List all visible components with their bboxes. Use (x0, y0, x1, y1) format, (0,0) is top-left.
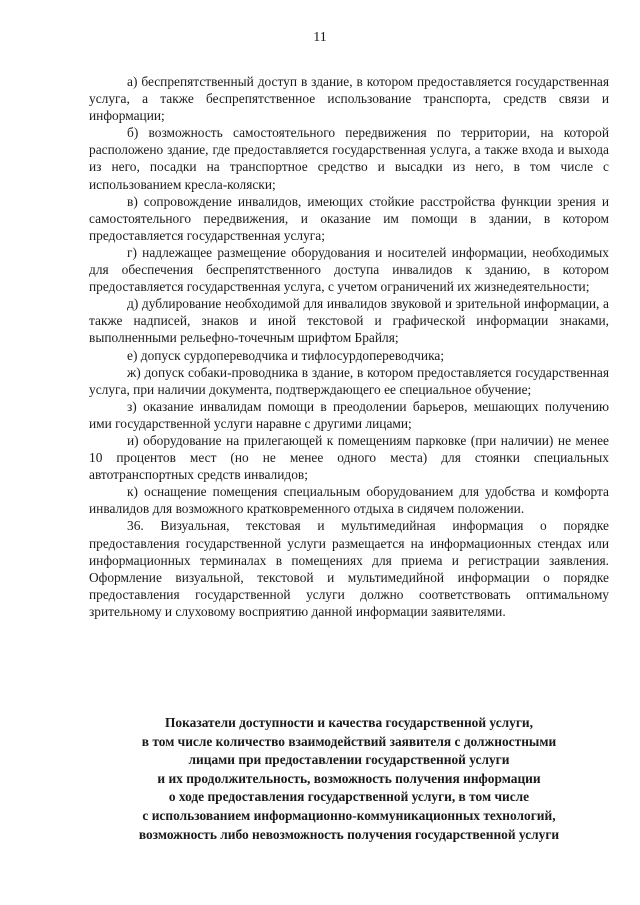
paragraph-z: з) оказание инвалидам помощи в преодолении барьеров, мешающих получению ими государственной услуги наравне с другими лицами; (89, 398, 609, 431)
document-body (89, 73, 609, 620)
paragraph-i: и) оборудование на прилегающей к помещениям парковке (при наличии) не менее 10 процентов мест (но не менее одного места) для стоянки специальных автотранспортных средств инвалидов; (89, 432, 609, 483)
paragraph-36: 36. Визуальная, текстовая и мультимедийная информация о порядке предоставления государственной услуги размещается на информационных стендах или информационных терминалах в помещениях для приема и регистрации заявления. Оформление визуальной, текстовой и мультимедийной информации о порядке предоставления государственной услуги должно соответствовать оптимальному зрительному и слуховому восприятию данной информации заявителями. (89, 518, 609, 619)
paragraph-d: д) дублирование необходимой для инвалидов звуковой и зрительной информации, а также надписей, знаков и иной текстовой и графической информации знаками, выполненными рельефно-точечным шрифтом Брайля; (89, 296, 609, 346)
paragraph-a: а) беспрепятственный доступ в здание, в котором предоставляется государственная услуга, а также беспрепятственное использование транспорта, средств связи и информации; (89, 74, 609, 124)
paragraph-b: б) возможность самостоятельного передвижения по территории, на которой расположено здание, где предоставляется государственная услуга, а также входа и выхода из него, посадки на транспортное средство и высадки из него, в том числе с использованием кресла-коляски; (89, 125, 609, 192)
heading-line: возможность либо невозможность получения государственной услуги (138, 826, 560, 842)
paragraph-k: к) оснащение помещения специальным оборудованием для удобства и комфорта инвалидов для возможного кратковременного отдыха в сидячем положении. (89, 484, 609, 517)
paragraph-g: г) надлежащее размещение оборудования и носителей информации, необходимых для обеспечения беспрепятственного доступа инвалидов к зданию, в котором предоставляется государственная услуга, с учетом ограничений их жизнедеятельности; (89, 244, 609, 295)
heading-line: лицами при предоставлении государственной услуги (188, 752, 510, 768)
paragraph-v: в) сопровождение инвалидов, имеющих стойкие расстройства функции зрения и самостоятельного передвижения, и оказание им помощи в здании, в котором предоставляется государственная услуга; (89, 193, 609, 243)
heading-line: с использованием информационно-коммуникационных технологий, (142, 807, 556, 823)
paragraph-zh: ж) допуск собаки-проводника в здание, в котором предоставляется государственная услуга, при наличии документа, подтверждающего ее специальное обучение; (89, 364, 609, 397)
page-number: 11 (313, 30, 327, 45)
section-heading (80, 714, 618, 844)
heading-line: в том числе количество взаимодействий заявителя с должностными (141, 733, 557, 749)
heading-line: и их продолжительность, возможность получения информации (157, 770, 541, 786)
heading-line: о ходе предоставления государственной услуги, в том числе (168, 789, 530, 805)
heading-line: Показатели доступности и качества государственной услуги, (165, 715, 533, 730)
paragraph-e: е) допуск сурдопереводчика и тифлосурдопереводчика; (127, 347, 445, 363)
